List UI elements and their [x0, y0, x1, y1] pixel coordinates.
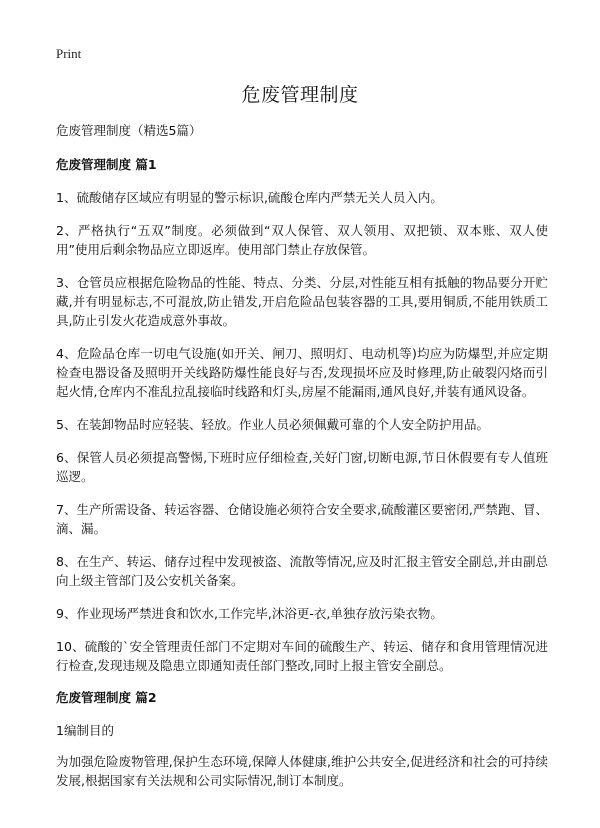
document-body — [56, 122, 548, 804]
section-2 — [56, 689, 548, 790]
section-heading: 危废管理制度 篇2 — [56, 690, 157, 705]
paragraph: 为加强危险废物管理,保护生态环境,保障人体健康,维护公共安全,促进经济和社会的可持续发展,根据国家有关法规和公司实际情况,制订本制度。 — [56, 754, 548, 788]
paragraph: 5、在装卸物品时应轻装、轻放。作业人员必须佩戴可靠的个人安全防护用品。 — [56, 417, 489, 432]
print-link[interactable]: Print — [56, 46, 82, 61]
paragraph: 3、仓管员应根据危险物品的性能、特点、分类、分层,对性能互相有抵触的物品要分开贮藏,并有明显标志,不可混放,防止错发,开启危险品包装容器的工具,要用铜质,不能用铁质工具,防止引发火花造成意外事故。 — [56, 275, 548, 328]
paragraph: 1、硫酸储存区域应有明显的警示标识,硫酸仓库内严禁无关人员入内。 — [56, 190, 443, 205]
document-subtitle: 危废管理制度（精选5篇） — [56, 123, 202, 138]
section-heading: 危废管理制度 篇1 — [56, 157, 157, 172]
paragraph: 10、硫酸的`安全管理责任部门不定期对车间的硫酸生产、转运、储存和食用管理情况进行检查,发现违规及隐患立即通知责任部门整改,同时上报主管安全副总。 — [56, 639, 548, 673]
paragraph: 2、严格执行“五双”制度。必须做到“双人保管、双人领用、双把锁、双本账、双人使用”使用后剩余物品应立即返库。使用部门禁止存放保管。 — [56, 223, 548, 257]
paragraph: 7、生产所需设备、转运容器、仓储设施必须符合安全要求,硫酸灌区要密闭,严禁跑、冒、滴、漏。 — [56, 502, 548, 536]
page-title: 危废管理制度 — [241, 84, 359, 106]
paragraph: 4、危险品仓库一切电气设施(如开关、闸刀、照明灯、电动机等)均应为防爆型,并应定期检查电器设备及照明开关线路防爆性能良好与否,发现损坏应及时修理,防止破裂闪烙而引起火情,仓库内不准乱拉乱接临时线路和灯头,房屋不能漏雨,通风良好,并装有通风设备。 — [56, 346, 548, 399]
paragraph: 8、在生产、转运、储存过程中发现被盗、流散等情况,应及时汇报主管安全副总,并由副总向上级主管部门及公安机关备案。 — [56, 554, 548, 588]
paragraph: 9、作业现场严禁进食和饮水,工作完毕,沐浴更-衣,单独存放污染衣物。 — [56, 606, 443, 621]
paragraph: 1编制目的 — [56, 723, 114, 738]
paragraph: 6、保管人员必须提高警惕,下班时应仔细检查,关好门窗,切断电源,节日休假要有专人值班巡逻。 — [56, 450, 548, 484]
section-1 — [56, 156, 548, 675]
